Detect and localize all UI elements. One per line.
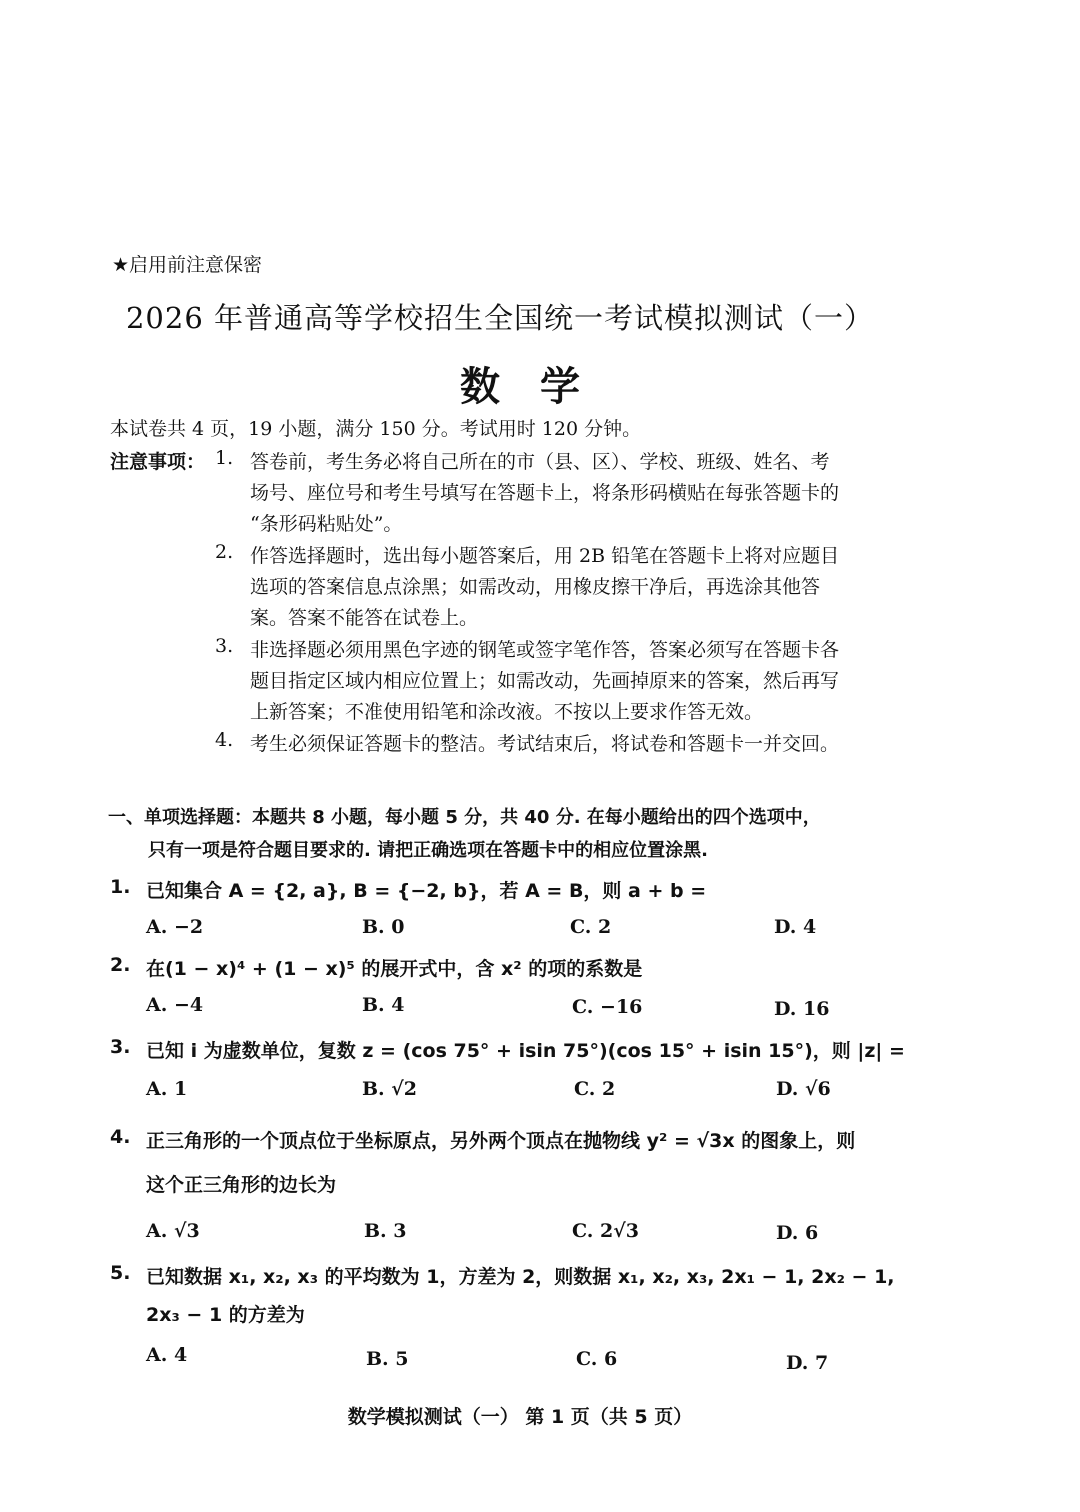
note-line: “条形码粘贴处”。 [250,513,403,535]
note-number: 4. [215,729,234,751]
note-line: 作答选择题时，选出每小题答案后，用 2B 铅笔在答题卡上将对应题目 [250,545,840,567]
option-d: D. √6 [776,1078,831,1100]
confidential-label: ★启用前注意保密 [112,254,263,276]
option-d: D. 16 [774,998,830,1020]
note-number: 3. [215,635,234,657]
question-stem: 这个正三角形的边长为 [146,1174,337,1196]
question-stem: 已知集合 A = {2, a}, B = {−2, b}，若 A = B，则 a + b = [146,880,707,902]
option-b: B. 0 [362,916,405,938]
note-line: 题目指定区域内相应位置上；如需改动，先画掉原来的答案，然后再写 [250,670,840,692]
exam-intro: 本试卷共 4 页，19 小题，满分 150 分。考试用时 120 分钟。 [110,418,642,440]
subject-title: 数学 [460,364,620,410]
page-footer: 数学模拟测试（一） 第 1 页（共 5 页） [347,1406,693,1428]
note-line: 考生必须保证答题卡的整洁。考试结束后，将试卷和答题卡一并交回。 [250,733,840,755]
section-heading-line: 一、单项选择题：本题共 8 小题，每小题 5 分，共 40 分. 在每小题给出的四个选项中， [108,807,821,828]
note-line: 选项的答案信息点涂黑；如需改动，用橡皮擦干净后，再选涂其他答 [250,576,821,598]
note-line: 非选择题必须用黑色字迹的钢笔或签字笔作答，答案必须写在答题卡各 [250,639,840,661]
note-line: 案。答案不能答在试卷上。 [250,607,479,629]
question-number: 4. [110,1126,131,1148]
option-a: A. 1 [146,1078,188,1100]
question-stem: 正三角形的一个顶点位于坐标原点，另外两个顶点在抛物线 y² = √3x 的图象上，则 [146,1130,856,1152]
option-a: A. √3 [146,1220,200,1242]
question-stem: 在(1 − x)⁴ + (1 − x)⁵ 的展开式中，含 x² 的项的系数是 [146,958,643,980]
option-a: A. −2 [146,916,204,938]
option-b: B. 4 [362,994,405,1016]
note-number: 1. [215,447,234,469]
option-c: C. 2 [574,1078,616,1100]
option-b: B. 3 [364,1220,407,1242]
option-d: D. 4 [774,916,817,938]
option-c: C. 6 [576,1348,618,1370]
question-number: 5. [110,1262,131,1284]
option-b: B. 5 [366,1348,409,1370]
question-number: 2. [110,954,131,976]
option-c: C. 2 [570,916,612,938]
question-stem: 已知数据 x₁, x₂, x₃ 的平均数为 1，方差为 2，则数据 x₁, x₂, x₃, 2x₁ − 1, 2x₂ − 1, [146,1266,895,1288]
option-d: D. 7 [786,1352,829,1374]
option-d: D. 6 [776,1222,819,1244]
note-line: 答卷前，考生务必将自己所在的市（县、区）、学校、班级、姓名、考 [250,451,830,473]
option-c: C. −16 [572,996,643,1018]
question-number: 1. [110,876,131,898]
option-c: C. 2√3 [572,1220,639,1242]
exam-title: 2026 年普通高等学校招生全国统一考试模拟测试（一） [125,301,875,335]
section-heading-line: 只有一项是符合题目要求的. 请把正确选项在答题卡中的相应位置涂黑. [148,840,708,861]
option-b: B. √2 [362,1078,417,1100]
question-number: 3. [110,1036,131,1058]
note-line: 场号、座位号和考生号填写在答题卡上，将条形码横贴在每张答题卡的 [250,482,840,504]
note-line: 上新答案；不准使用铅笔和涂改液。不按以上要求作答无效。 [250,701,764,723]
option-a: A. 4 [146,1344,188,1366]
question-stem: 已知 i 为虚数单位，复数 z = (cos 75° + isin 75°)(cos 15° + isin 15°)，则 |z| = [146,1040,905,1062]
option-a: A. −4 [146,994,204,1016]
note-number: 2. [215,541,234,563]
question-stem: 2x₃ − 1 的方差为 [146,1304,305,1326]
notes-heading: 注意事项： [110,451,206,473]
